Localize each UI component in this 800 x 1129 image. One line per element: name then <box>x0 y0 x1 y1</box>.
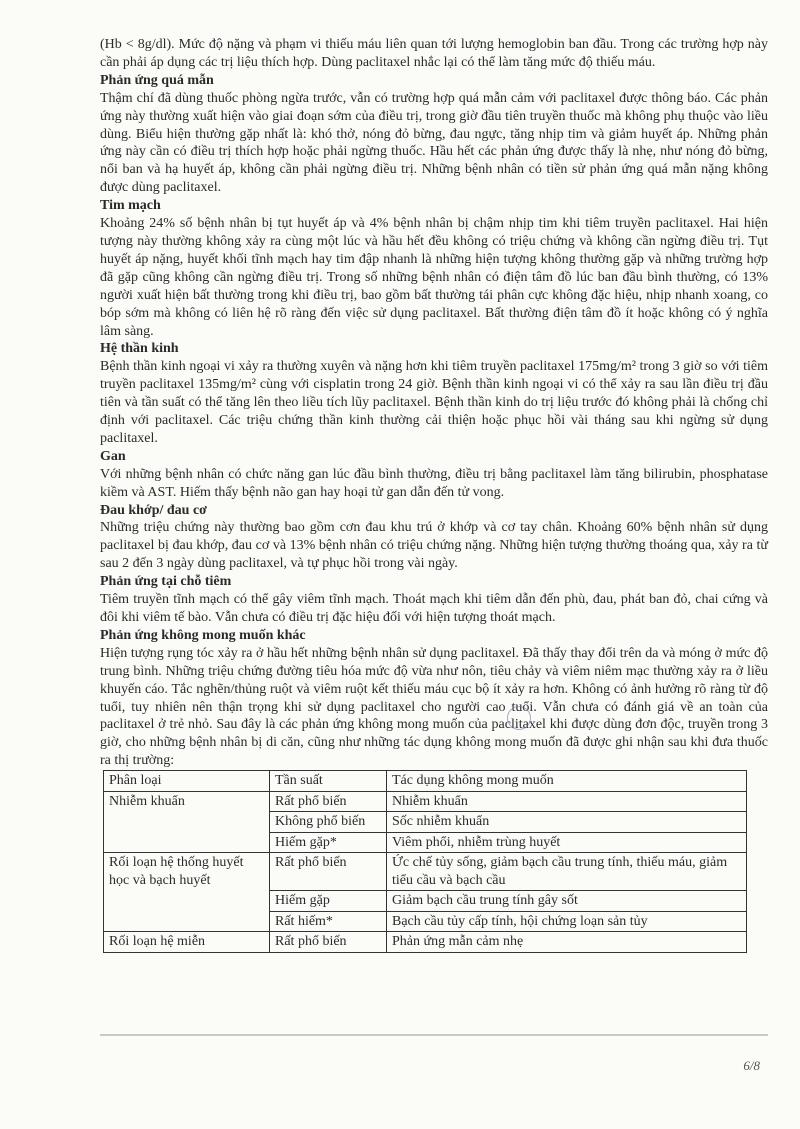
frequency-cell: Hiếm gặp* <box>270 832 387 853</box>
text-line: lâm sàng. <box>100 323 154 339</box>
text-line: Với những bệnh nhân có chức năng gan lúc đầu bình thường, điều trị bằng paclitaxel làm tăng <box>100 466 640 482</box>
text-line: (Hb < 8g/dl). Mức độ nặng và phạm vi thiếu máu liên quan tới lượng hemoglobin ban đầu. Trong các <box>100 37 677 52</box>
text-line: lũy paclitaxel. Bệnh thần kinh do trị liệu trước đó không phải là chống chỉ định với paclitaxel. Các <box>100 395 768 429</box>
text-line: móng ở mức độ trung bình. Những triệu chứng đường tiêu hóa mức độ vừa như nôn, tiêu chảy và <box>100 645 768 679</box>
section-paragraph <box>100 591 768 627</box>
text-line: triệu chứng thần kinh thường cải thiện hoặc phục hồi vài tháng sau khi ngừng sử dụng paclitaxel. <box>100 413 768 446</box>
frequency-cell: Rất phổ biến <box>270 791 387 812</box>
text-line: 3 giờ so với tiêm truyền paclitaxel 135mg/m² cùng với cisplatin trong 24 giờ. <box>100 359 768 393</box>
category-cell: Nhiễm khuẩn <box>104 791 270 853</box>
table-row <box>104 791 747 812</box>
section-paragraph <box>100 466 768 502</box>
effect-cell: Sốc nhiễm khuẩn <box>387 812 747 833</box>
page-number: 6/8 <box>743 1058 760 1073</box>
effect-cell: Ức chế tủy sống, giảm bạch cầu trung tính, thiếu máu, giảm tiểu cầu và bạch cầu <box>387 853 747 891</box>
stamp-mark <box>507 706 531 730</box>
table-row <box>104 853 747 891</box>
section-paragraph <box>100 36 768 72</box>
frequency-cell: Rất phổ biến <box>270 853 387 891</box>
text-line: những bệnh nhân có điện tâm đồ lúc ban đầu bình thường, có 13% người xuất hiện bất thường trong <box>100 269 769 303</box>
text-line: thuốc. Hầu hết các phản ứng được thấy là nhẹ, như nóng đỏ bừng, nổi ban và hạ huyết áp, không cần <box>100 144 769 178</box>
text-line: phản ứng không mong muốn của paclitaxel khi được dùng đơn độc, truyền trong 3 giờ, cho những <box>100 717 769 751</box>
text-line: thuốc mà không phụ thuộc vào liều dùng. Biểu hiện thường gặp nhất là: khó thở, nóng đỏ bừng, đau <box>100 108 768 142</box>
effect-cell: Giảm bạch cầu trung tính gây sốt <box>387 891 747 912</box>
section-paragraph <box>100 358 768 448</box>
footer-rule <box>100 1034 768 1036</box>
text-line: Tiêm truyền tĩnh mạch có thể gây viêm tĩnh mạch. Thoát mạch khi tiêm dẫn đến phù, đau, phát ban <box>100 592 670 608</box>
text-line: hiện tượng không thường gặp và những trường hợp đã gặp cũng không cần ngừng điều trị. Trong số <box>100 251 769 285</box>
section-heading: Tim mạch <box>100 198 161 214</box>
section-paragraph <box>100 215 768 340</box>
section-heading: Gan <box>100 448 126 464</box>
column-header: Tác dụng không mong muốn <box>387 771 747 792</box>
text-line: viêm niêm mạc thường xảy ra ở liều khuyến cáo. Tắc nghẽn/thủng ruột và viêm ruột kết thiếu máu <box>100 663 769 697</box>
text-line: không có liên hệ rõ ràng đến việc sử dụng paclitaxel. Bất thường điện tâm đồ ít hoặc không có ý nghĩa <box>175 305 768 321</box>
text-line: và không cần ngừng điều trị. Tụt huyết áp nặng, huyết khối tĩnh mạch hay tim đập nhanh là những <box>100 233 769 267</box>
frequency-cell: Rất hiếm* <box>270 911 387 932</box>
effect-cell: Nhiễm khuẩn <box>387 791 747 812</box>
text-line: bệnh nhân bị di căn, cũng như những tác dụng không mong muốn đã được ghi nhận sau khi đưa thuốc <box>189 735 769 751</box>
section-heading: Hệ thần kinh <box>100 341 179 357</box>
text-line: Những triệu chứng này thường bao gồm cơn đau khu trú ở khớp và cơ tay chân. Khoảng 60% bệnh <box>100 520 685 536</box>
frequency-cell: Rất phổ biến <box>270 932 387 953</box>
text-line: Bệnh thần kinh ngoại vi có thể xảy ra sau lần điều trị đầu tiên và tần suất có thể tăng lên theo liều tích <box>100 377 768 411</box>
section-paragraph <box>100 519 768 573</box>
text-line: nhân sử dụng paclitaxel bị đau khớp, đau cơ và 13% bệnh nhân có triệu chứng nặng. Những hiện <box>100 520 769 554</box>
table-header-row <box>104 771 747 792</box>
effect-cell: Phản ứng mẫn cảm nhẹ <box>387 932 747 953</box>
text-line: báo. Các phản ứng này thường xuất hiện vào giai đoạn sớm của điều trị, trong giờ đầu tiên truyền <box>100 90 769 124</box>
column-header: Tần suất <box>270 771 387 792</box>
text-line: Hiện tượng rụng tóc xảy ra ở hầu hết những bệnh nhân sử dụng paclitaxel. Đã thấy thay đổi trên da và <box>100 645 676 661</box>
category-cell: Rối loạn hệ thống huyết học và bạch huyết <box>104 853 270 932</box>
text-line: paclitaxel cho người cao tuổi. Vẫn chưa có đánh giá về an toàn của paclitaxel ở trẻ nhỏ. Sau đây là các <box>100 699 768 733</box>
text-line: phải ngừng điều trị. Những bệnh nhân có tiền sử phản ứng quá mẫn nặng không được dùng paclitaxel. <box>100 162 768 196</box>
text-line: Bệnh thần kinh ngoại vi xảy ra thường xuyên và nặng hơn khi tiêm truyền paclitaxel 175mg/m² trong <box>100 359 670 375</box>
frequency-cell: Hiếm gặp <box>270 891 387 912</box>
text-line: Thậm chí đã dùng thuốc phòng ngừa trước, vẫn có trường hợp quá mẫn cảm với paclitaxel được thông <box>100 90 684 106</box>
section-heading: Phản ứng quá mẫn <box>100 72 214 88</box>
text-line: Khoảng 24% số bệnh nhân bị tụt huyết áp và 4% bệnh nhân bị chậm nhịp tim khi tiêm truyền <box>100 216 651 232</box>
text-line: khi điều trị, bao gồm bất thường tái phân cực không đặc hiệu, nhịp nhanh xoang, co bóp sớm mà <box>100 287 769 321</box>
document-body <box>100 36 768 953</box>
table-row <box>104 932 747 953</box>
column-header: Phân loại <box>104 771 270 792</box>
effect-cell: Bạch cầu tủy cấp tính, hội chứng loạn sản tủy <box>387 911 747 932</box>
category-cell: Rối loạn hệ miễn <box>104 932 270 953</box>
text-line: tượng thường thoáng qua, xảy ra từ sau 2 đến 3 ngày dùng paclitaxel, và tự phục hồi trong vài ngày. <box>100 538 768 572</box>
text-line: đỏ, chai cứng và đôi khi viêm tế bào. Vẫn chưa có điều trị đặc hiệu đối với hiện tượng thoát mạch. <box>100 592 768 625</box>
section-paragraph <box>100 90 768 197</box>
text-line: độ thiếu máu. <box>578 54 656 70</box>
text-line: bilirubin, phosphatase kiềm và AST. Hiếm thấy bệnh não gan hay hoại tử gan dẫn đến tử vong. <box>100 466 769 500</box>
text-line: ngực, tăng nhịp tim và giảm huyết áp. Những phản ứng này cần có điều trị thích hợp hoặc phải ngừng <box>100 126 768 160</box>
text-line: cục bộ ít xảy ra hơn. Không có ảnh hưởng rõ ràng từ độ tuổi, tuy nhiên nên thận trọng khi sử dụng <box>100 681 769 715</box>
frequency-cell: Không phổ biến <box>270 812 387 833</box>
text-line: paclitaxel. Hai hiện tượng này thường không xảy ra cùng một lúc và hầu hết đều không có triệu chứng <box>100 216 768 249</box>
section-heading: Phản ứng tại chỗ tiêm <box>100 574 232 590</box>
section-heading: Đau khớp/ đau cơ <box>100 502 207 518</box>
effect-cell: Viêm phổi, nhiễm trùng huyết <box>387 832 747 853</box>
text-line: trường hợp này cần phải áp dụng các trị liệu thích hợp. Dùng paclitaxel nhắc lại có thể làm tăng mức <box>100 37 768 70</box>
section-heading: Phản ứng không mong muốn khác <box>100 627 306 643</box>
adverse-effects-table <box>103 770 747 953</box>
text-line: ra thị trường: <box>100 753 175 769</box>
section-paragraph <box>100 645 768 770</box>
